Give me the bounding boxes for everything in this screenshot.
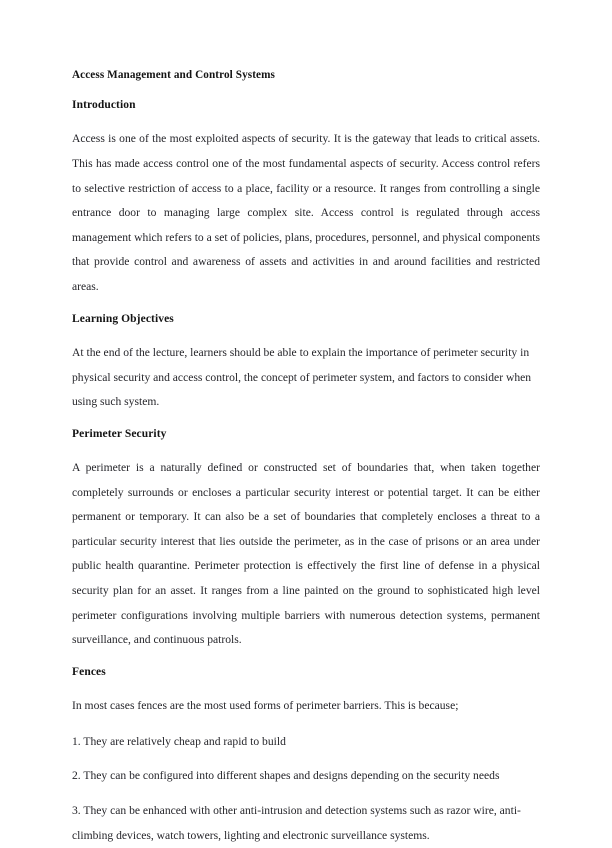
paragraph-learning-objectives: At the end of the lecture, learners should be able to explain the importance of perimeter security in physical security and access control, the concept of perimeter system, and factors to consider when using such system. bbox=[72, 345, 532, 409]
section-heading-fences: Fences bbox=[72, 665, 106, 678]
section-heading-learning-objectives: Learning Objectives bbox=[72, 312, 174, 325]
section-heading-perimeter-security: Perimeter Security bbox=[72, 427, 167, 440]
document-body bbox=[72, 68, 540, 848]
section-heading-introduction: Introduction bbox=[72, 99, 136, 111]
paragraph-introduction: Access is one of the most exploited aspects of security. It is the gateway that leads to critical assets. This has made access control one of the most fundamental aspects of security. Access control refers to selective restriction of access to a place, facility or a resource. It ranges from controlling a single entrance door to managing large complex site. Access control is regulated through access management which refers to a set of policies, plans, procedures, personnel, and physical components that provide control and awareness of assets and activities in and around facilities and restricted areas. bbox=[72, 132, 540, 293]
page-title: Access Management and Control Systems bbox=[72, 69, 275, 81]
paragraph-perimeter-security: A perimeter is a naturally defined or constructed set of boundaries that, when taken together completely surrounds or encloses a particular security interest or potential target. It can be either permanent or temporary. It can also be a set of boundaries that completely encloses a threat to a particular security interest that lies outside the perimeter, as in the case of prisons or an area under public health quarantine. Perimeter protection is effectively the first line of defense in a physical security plan for an asset. It ranges from a line painted on the ground to sophisticated high level perimeter configurations involving multiple barriers with numerous detection systems, permanent surveillance, and continuous patrols. bbox=[72, 461, 540, 647]
list-item: 1. They are relatively cheap and rapid to build bbox=[72, 734, 286, 748]
list-item: 2. They can be configured into different shapes and designs depending on the security needs bbox=[72, 769, 500, 783]
list-item: 3. They can be enhanced with other anti-intrusion and detection systems such as razor wire, anti-climbing devices, watch towers, lighting and electronic surveillance systems. bbox=[72, 803, 521, 842]
paragraph-fences-intro: In most cases fences are the most used forms of perimeter barriers. This is because; bbox=[72, 699, 459, 713]
